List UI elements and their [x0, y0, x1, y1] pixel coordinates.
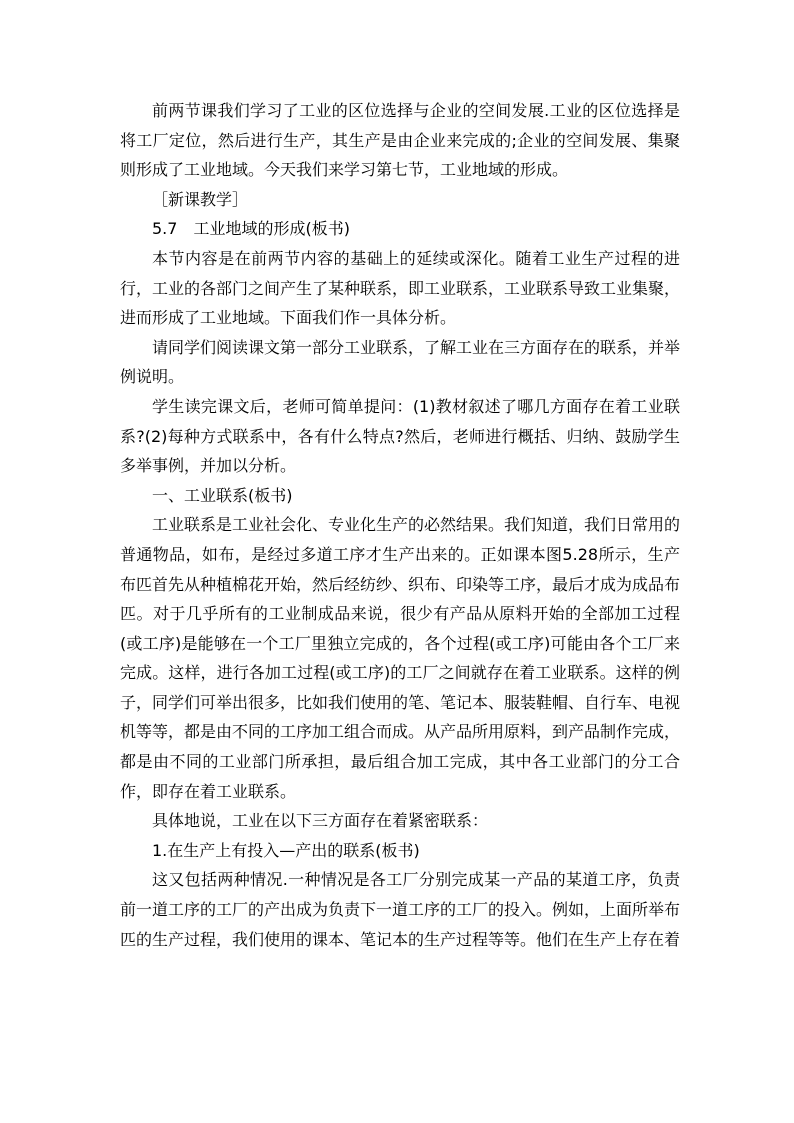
- subheading-input-output: 1.在生产上有投入—产出的联系(板书): [152, 840, 420, 860]
- section-label-new-lesson: ［新课教学］: [152, 189, 249, 209]
- intro-paragraph: 前两节课我们学习了工业的区位选择与企业的空间发展.工业的区位选择是将工厂定位，然后进行生产，其生产是由企业来完成的;企业的空间发展、集聚则形成了工业地域。今天我们来学习第七节，工业地域的形成。: [120, 101, 680, 180]
- three-aspects-paragraph: 具体地说，工业在以下三方面存在着紧密联系：: [152, 811, 489, 831]
- industrial-links-paragraph: 工业联系是工业社会化、专业化生产的必然结果。我们知道，我们日常用的普通物品，如布，是经过多道工序才生产出来的。正如课本图5.28所示，生产布匹首先从种植棉花开始，然后经纺纱、织布、印染等工序，最后才成为成品布匹。对于几乎所有的工业制成品来说，很少有产品从原料开始的全部加工过程(或工序)是能够在一个工厂里独立完成的，各个过程(或工序)可能由各个工厂来完成。这样，进行各加工过程(或工序)的工厂之间就存在着工业联系。这样的例子，同学们可举出很多，比如我们使用的笔、笔记本、服装鞋帽、自行车、电视机等等，都是由不同的工序加工组合而成。从产品所用原料，到产品制作完成，都是由不同的工业部门所承担，最后组合加工完成，其中各工业部门的分工合作，即存在着工业联系。: [120, 515, 681, 801]
- reading-task-paragraph: 请同学们阅读课文第一部分工业联系，了解工业在三方面存在的联系，并举例说明。: [120, 337, 681, 387]
- input-output-paragraph: 这又包括两种情况.一种情况是各工厂分别完成某一产品的某道工序，负责前一道工序的工厂的产出成为负责下一道工序的工厂的投入。例如，上面所举布匹的生产过程，我们使用的课本、笔记本的生产过程等等。他们在生产上存在着: [120, 870, 681, 949]
- lesson-title: 5.7 工业地域的形成(板书): [152, 219, 350, 239]
- section-heading-industrial-links: 一、工业联系(板书): [152, 485, 293, 505]
- lesson-overview-paragraph: 本节内容是在前两节内容的基础上的延续或深化。随着工业生产过程的进行，工业的各部门之间产生了某种联系，即工业联系，工业联系导致工业集聚，进而形成了工业地域。下面我们作一具体分析。: [120, 248, 681, 328]
- questions-paragraph: 学生读完课文后，老师可简单提问：(1)教材叙述了哪几方面存在着工业联系?(2)每种方式联系中，各有什么特点?然后，老师进行概括、归纳、鼓励学生多举事例，并加以分析。: [120, 396, 680, 476]
- document-page: [120, 96, 680, 954]
